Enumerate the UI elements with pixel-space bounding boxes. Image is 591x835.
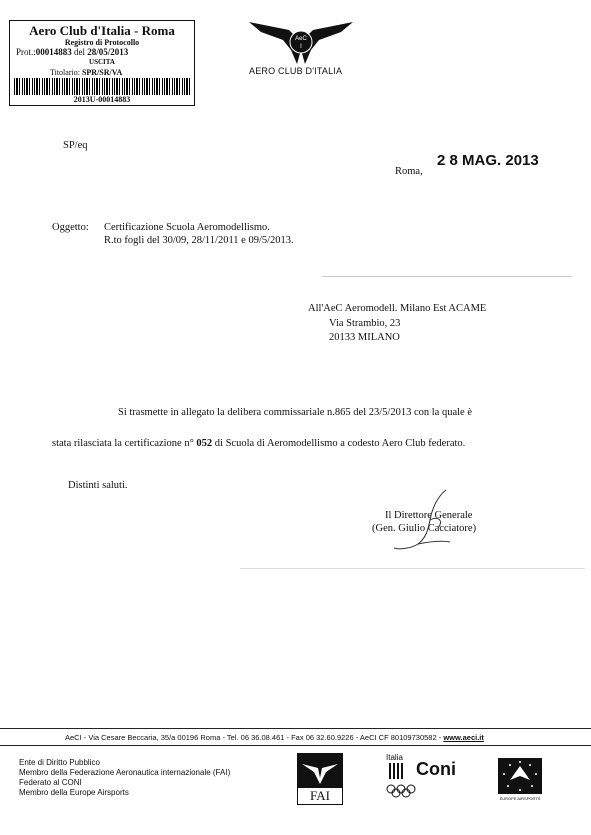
signer-name: (Gen. Giulio Cacciatore) bbox=[372, 523, 477, 534]
footer-line-1: Ente di Diritto Pubblico bbox=[19, 758, 100, 767]
signer-title: Il Direttore Generale bbox=[385, 510, 473, 521]
svg-text:AeC: AeC bbox=[295, 36, 307, 42]
letter-place: Roma, bbox=[395, 166, 423, 177]
certification-number: 052 bbox=[196, 438, 213, 449]
europe-airsports-label: EUROPE AIRSPORTS bbox=[499, 796, 541, 801]
footer-line-2: Membro della Federazione Aeronautica internazionale (FAI) bbox=[19, 768, 231, 777]
footer-address: AeCI - Via Cesare Beccaria, 35/a 00196 Roma - Tel. 06 36.08.461 - Fax 06 32.60.9226 - AeCI CF 80109730582 - www.aeci.it bbox=[65, 733, 484, 742]
website-link[interactable]: www.aeci.it bbox=[443, 733, 484, 742]
recipient-line2: Via Strambio, 23 bbox=[329, 318, 401, 329]
europe-airsports-icon bbox=[498, 758, 542, 794]
stamp-org: Aero Club d'Italia - Roma bbox=[29, 23, 175, 38]
footer-line-3: Federato al CONI bbox=[19, 778, 82, 787]
barcode-text: 2013U-00014883 bbox=[73, 95, 131, 104]
protocol-stamp bbox=[9, 20, 195, 106]
stamp-titolario: Titolario: SPR/SR/VA bbox=[50, 68, 123, 77]
footer-mid-rule bbox=[0, 745, 591, 746]
scan-artifact-2 bbox=[240, 568, 585, 569]
closing: Distinti saluti. bbox=[68, 480, 128, 491]
body-line1: Si trasmette in allegato la delibera commissariale n.865 del 23/5/2013 con la quale è bbox=[118, 407, 472, 418]
stamp-prot-number: 00014883 bbox=[35, 47, 72, 57]
fai-logo: FAI bbox=[297, 753, 343, 805]
olympic-rings-icon bbox=[386, 784, 416, 798]
scan-artifact bbox=[322, 276, 572, 277]
letter-ref: SP/eq bbox=[63, 140, 88, 151]
stamp-prot: Prot.:00014883 del 28/05/2013 bbox=[16, 47, 129, 57]
stamp-prot-date: 28/05/2013 bbox=[87, 47, 129, 57]
aeci-eagle-logo bbox=[249, 20, 353, 65]
subject-line1: Certificazione Scuola Aeromodellismo. bbox=[104, 222, 270, 233]
stamp-registry: Registro di Protocollo bbox=[64, 38, 140, 47]
footer-top-rule bbox=[0, 728, 591, 729]
recipient-line1: All'AeC Aeromodell. Milano Est ACAME bbox=[308, 303, 487, 314]
footer-line-4: Membro della Europe Airsports bbox=[19, 788, 129, 797]
barcode bbox=[14, 78, 190, 95]
body-line2: stata rilasciata la certificazione n° 052 di Scuola di Aeromodellismo a codesto Aero Club federato. bbox=[52, 438, 466, 449]
stamp-direction: USCITA bbox=[89, 58, 115, 66]
europe-airsports-logo bbox=[498, 758, 542, 808]
date-stamp: 2 8 MAG. 2013 bbox=[437, 152, 539, 169]
subject-line2: R.to fogli del 30/09, 28/11/2011 e 09/5/2013. bbox=[104, 235, 294, 246]
coni-label: Coni bbox=[416, 759, 456, 779]
italia-label: Italia bbox=[386, 753, 403, 762]
fai-eagle-icon bbox=[298, 754, 342, 788]
coni-logo bbox=[386, 753, 466, 803]
handwritten-signature bbox=[388, 486, 468, 556]
svg-text:I: I bbox=[300, 44, 302, 50]
recipient-line3: 20133 MILANO bbox=[329, 332, 400, 343]
logo-name: AERO CLUB D'ITALIA bbox=[249, 66, 343, 76]
coni-flag-icon bbox=[389, 763, 403, 779]
subject-label: Oggetto: bbox=[52, 222, 89, 233]
